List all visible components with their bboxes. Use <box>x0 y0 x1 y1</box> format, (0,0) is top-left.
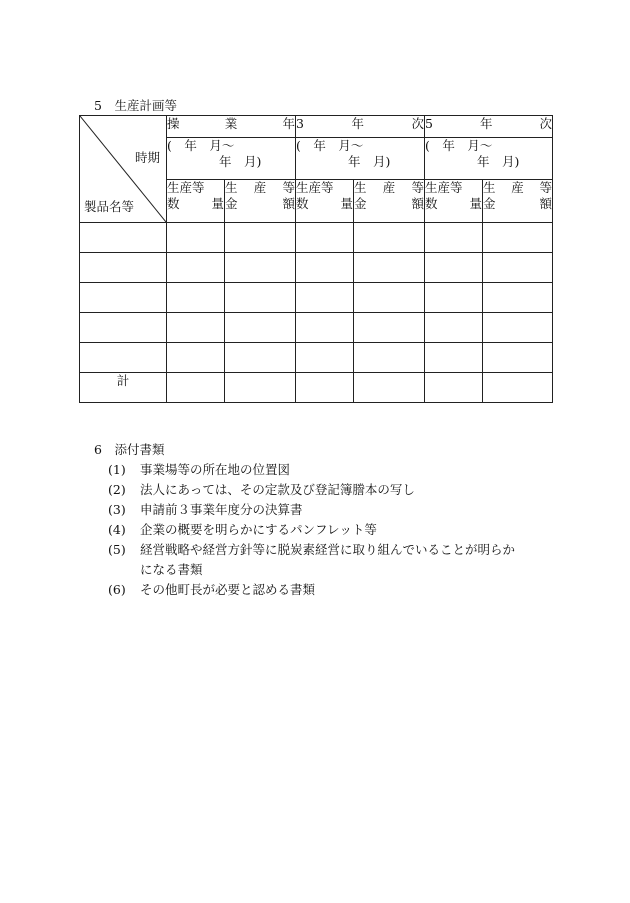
list-item-text: 経営戦略や経営方針等に脱炭素経営に取り組んでいることが明らか <box>140 542 516 557</box>
sub-header-char: 額 <box>411 196 425 212</box>
year-header-part: 年 <box>351 116 364 131</box>
table-cell[interactable] <box>225 253 296 283</box>
list-item <box>94 500 515 520</box>
list-item-text: 事業場等の所在地の位置図 <box>140 462 291 477</box>
list-item-text: その他町長が必要と認める書類 <box>140 582 316 597</box>
table-cell[interactable] <box>225 313 296 343</box>
period-cell <box>296 137 425 180</box>
sub-header-char: 金 <box>225 196 238 212</box>
list-item <box>94 480 515 500</box>
year-header-part: 年 <box>480 116 493 131</box>
table-cell[interactable] <box>425 253 483 283</box>
table-cell[interactable] <box>225 223 296 253</box>
total-label: 計 <box>80 373 167 403</box>
table-row <box>80 253 553 283</box>
production-quantity-header <box>296 180 354 223</box>
sub-header-char: 等 <box>282 180 296 196</box>
year-header-operation <box>167 116 296 138</box>
product-name-cell[interactable] <box>80 283 167 313</box>
table-cell[interactable] <box>167 223 225 253</box>
table-cell[interactable] <box>225 343 296 373</box>
sub-header-line: 生産等 <box>425 180 463 196</box>
table-cell[interactable] <box>354 313 425 343</box>
list-item-number: (1) <box>108 462 126 477</box>
table-cell[interactable] <box>425 343 483 373</box>
sub-header-line: 生産等 <box>296 180 334 196</box>
table-row <box>80 283 553 313</box>
period-start: ( 年 月〜 <box>167 137 235 153</box>
table-cell[interactable] <box>296 223 354 253</box>
list-item-continuation: になる書類 <box>140 562 203 577</box>
year-header-fifth <box>425 116 553 138</box>
sub-header-char: 数 <box>167 196 180 212</box>
section6-title: 6 添付書類 <box>94 442 165 457</box>
sub-header-char: 量 <box>211 196 224 212</box>
sub-header-char: 数 <box>296 196 309 212</box>
product-name-cell[interactable] <box>80 313 167 343</box>
period-start: ( 年 月〜 <box>296 137 364 153</box>
list-item <box>94 540 515 560</box>
production-quantity-header <box>167 180 225 223</box>
table-cell[interactable] <box>354 283 425 313</box>
production-amount-header <box>225 180 296 223</box>
table-cell[interactable] <box>167 313 225 343</box>
table-cell[interactable] <box>296 373 354 403</box>
sub-header-char: 金 <box>354 196 367 212</box>
list-item-number: (2) <box>108 482 126 497</box>
sub-header-char: 生 <box>354 180 367 196</box>
sub-header-char: 量 <box>340 196 354 212</box>
production-amount-header <box>483 180 553 223</box>
diagonal-header-cell <box>80 116 167 223</box>
production-quantity-header <box>425 180 483 223</box>
production-amount-header <box>354 180 425 223</box>
table-cell[interactable] <box>425 223 483 253</box>
section5-title: 5 生産計画等 <box>94 98 177 113</box>
table-cell[interactable] <box>354 253 425 283</box>
sub-header-char: 額 <box>282 196 296 212</box>
product-name-cell[interactable] <box>80 253 167 283</box>
table-cell[interactable] <box>425 313 483 343</box>
table-cell[interactable] <box>296 283 354 313</box>
sub-header-char: 産 <box>511 180 524 196</box>
sub-header-char: 等 <box>411 180 425 196</box>
table-cell[interactable] <box>483 343 553 373</box>
table-cell[interactable] <box>354 373 425 403</box>
year-header-part: 年 <box>282 116 296 131</box>
sub-header-char: 量 <box>469 196 483 212</box>
table-cell[interactable] <box>425 373 483 403</box>
table-cell[interactable] <box>483 223 553 253</box>
period-start: ( 年 月〜 <box>425 137 493 153</box>
table-cell[interactable] <box>296 253 354 283</box>
period-axis-label: 時期 <box>134 150 160 165</box>
list-item-text: 企業の概要を明らかにするパンフレット等 <box>140 522 377 537</box>
list-item-text: 申請前３事業年度分の決算書 <box>140 502 303 517</box>
year-header-part: 5 <box>425 116 433 131</box>
table-cell[interactable] <box>167 373 225 403</box>
year-header-third <box>296 116 425 138</box>
table-row <box>80 223 553 253</box>
list-item <box>94 580 515 600</box>
period-end: 年 月) <box>348 153 391 169</box>
year-header-part: 操 <box>167 116 180 131</box>
sub-header-char: 金 <box>483 196 496 212</box>
table-cell[interactable] <box>225 283 296 313</box>
table-cell[interactable] <box>354 343 425 373</box>
period-end: 年 月) <box>477 153 520 169</box>
year-header-part: 業 <box>224 116 238 131</box>
production-plan-table <box>79 115 553 403</box>
table-cell[interactable] <box>167 343 225 373</box>
sub-header-char: 生 <box>225 180 238 196</box>
list-item-number: (4) <box>108 522 126 537</box>
sub-header-char: 生 <box>483 180 496 196</box>
sub-header-char: 産 <box>382 180 396 196</box>
period-end: 年 月) <box>219 153 262 169</box>
attachments-section <box>94 440 515 600</box>
product-axis-label: 製品名等 <box>84 199 135 214</box>
list-item-number: (6) <box>108 582 126 597</box>
table-row <box>80 343 553 373</box>
table-cell[interactable] <box>296 313 354 343</box>
table-cell[interactable] <box>167 253 225 283</box>
product-name-cell[interactable] <box>80 343 167 373</box>
period-cell <box>425 137 553 180</box>
table-cell[interactable] <box>354 223 425 253</box>
list-item-text: 法人にあっては、その定款及び登記簿謄本の写し <box>140 482 415 497</box>
table-cell[interactable] <box>225 373 296 403</box>
sub-header-char: 数 <box>425 196 438 212</box>
sub-header-char: 額 <box>539 196 553 212</box>
sub-header-char: 産 <box>253 180 267 196</box>
product-name-cell[interactable] <box>80 223 167 253</box>
sub-header-char: 等 <box>539 180 553 196</box>
sub-header-line: 生産等 <box>167 180 205 196</box>
list-item-number: (3) <box>108 502 126 517</box>
list-item <box>94 460 515 480</box>
table-cell[interactable] <box>167 283 225 313</box>
total-row <box>80 373 553 403</box>
table-cell[interactable] <box>483 313 553 343</box>
table-row <box>80 313 553 343</box>
year-header-part: 次 <box>411 116 425 131</box>
table-cell[interactable] <box>483 373 553 403</box>
table-cell[interactable] <box>483 253 553 283</box>
table-cell[interactable] <box>483 283 553 313</box>
period-cell <box>167 137 296 180</box>
year-header-part: 次 <box>539 116 553 131</box>
list-item-number: (5) <box>108 542 126 557</box>
list-item <box>94 520 515 540</box>
table-cell[interactable] <box>425 283 483 313</box>
table-cell[interactable] <box>296 343 354 373</box>
year-header-part: 3 <box>296 116 304 131</box>
